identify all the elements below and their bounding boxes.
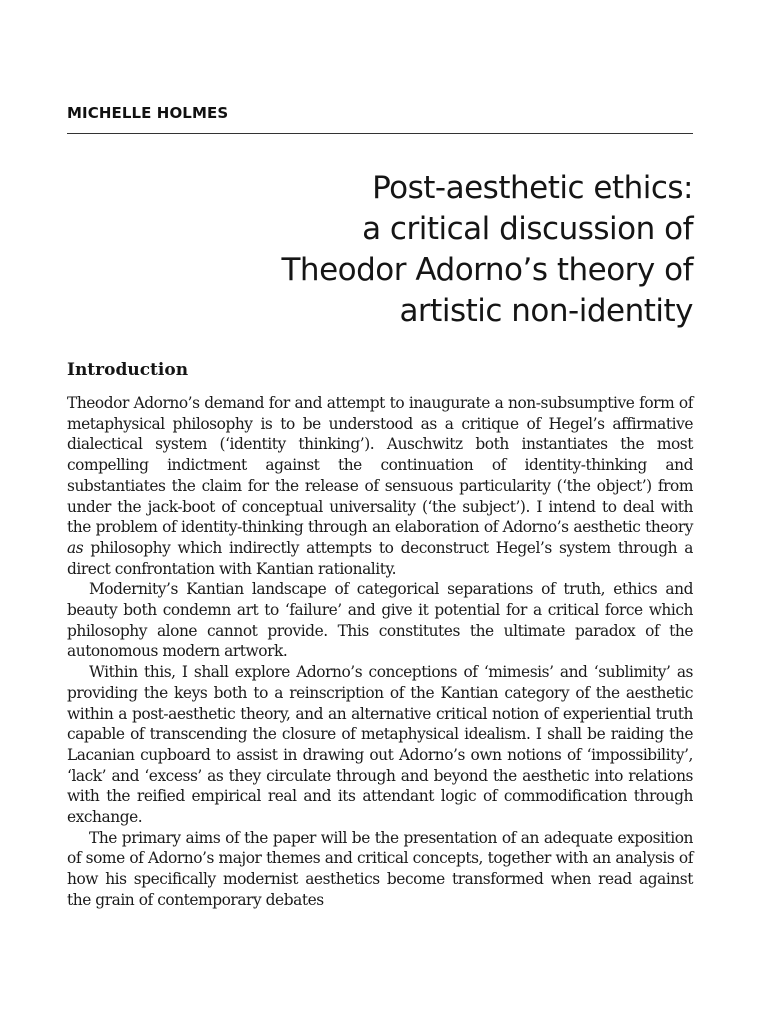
header-rule xyxy=(67,133,693,134)
title-line-3: Theodor Adorno’s theory of xyxy=(281,252,693,288)
title-line-4: artistic non-identity xyxy=(399,293,693,329)
paragraph-1-text-a: Theodor Adorno’s demand for and attempt to inaugurate a non-subsumptive form of metaphysical philosophy is to be understood as a critique of Hegel’s affirmative dialectical system (‘identity thinking’). Auschwitz both instantiates the most compelling indictment against the continuation of identity-thinking and substantiates the claim for the release of sensuous particularity (‘the object’) from under the jack-boot of conceptual universality (‘the subject’). I intend to deal with the problem of identity-thinking through an elaboration of Adorno’s aesthetic theory xyxy=(67,394,693,537)
title-line-2: a critical discussion of xyxy=(362,211,693,247)
paragraph-1 xyxy=(67,393,693,579)
paragraph-2: Modernity’s Kantian landscape of categorical separations of truth, ethics and beauty both condemn art to ‘failure’ and give it potential for a critical force which philosophy alone cannot provide. This constitutes the ultimate paradox of the autonomous modern artwork. xyxy=(67,580,693,661)
paragraph-3: Within this, I shall explore Adorno’s conceptions of ‘mimesis’ and ‘sublimity’ as providing the keys both to a reinscription of the Kantian category of the aesthetic within a post-aesthetic theory, and an alternative critical notion of experiential truth capable of transcending the closure of metaphysical idealism. I shall be raiding the Lacanian cupboard to assist in drawing out Adorno’s own notions of ‘impossibility’, ‘lack’ and ‘excess’ as they circulate through and beyond the aesthetic into relations with the reified empirical real and its attendant logic of commodification through exchange. xyxy=(67,663,693,827)
author-name: MICHELLE HOLMES xyxy=(67,104,229,122)
article-title xyxy=(93,168,693,332)
body-text xyxy=(67,393,693,911)
paragraph-1-text-b: philosophy which indirectly attempts to deconstruct Hegel’s system through a direct confrontation with Kantian rationality. xyxy=(67,538,693,578)
paragraph-1-emphasis: as xyxy=(67,538,84,557)
section-heading: Introduction xyxy=(67,360,189,380)
paragraph-4: The primary aims of the paper will be the presentation of an adequate exposition of some of Adorno’s major themes and critical concepts, together with an analysis of how his specifically modernist aesthetics become transformed when read against the grain of contemporary debates xyxy=(67,828,693,909)
page xyxy=(67,0,693,1024)
title-line-1: Post-aesthetic ethics: xyxy=(372,170,693,206)
